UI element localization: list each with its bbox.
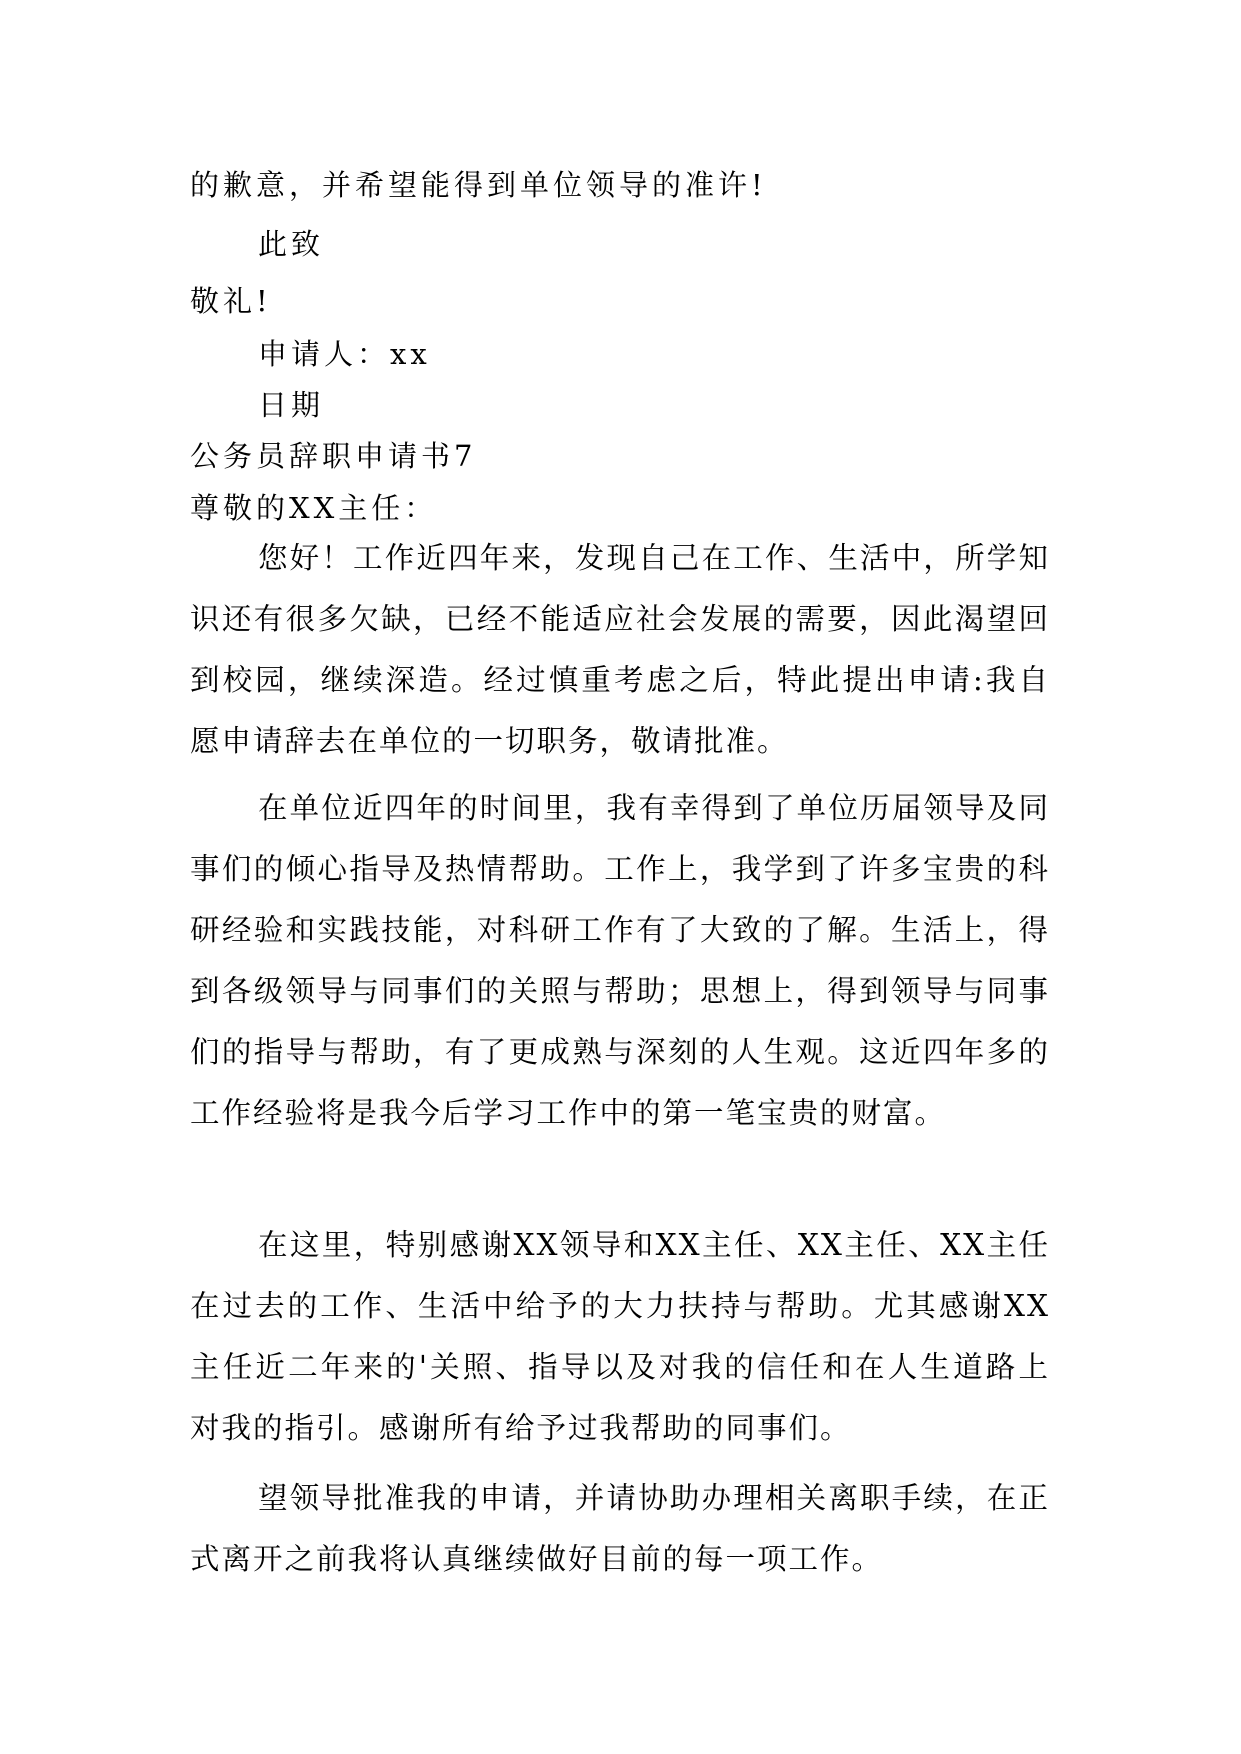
closing-jing-li: 敬礼! bbox=[190, 284, 272, 318]
applicant-line: 申请人：xx bbox=[258, 337, 431, 371]
continuation-line: 的歉意，并希望能得到单位领导的准许! bbox=[190, 168, 767, 202]
paragraph-2: 在单位近四年的时间里，我有幸得到了单位历届领导及同事们的倾心指导及热情帮助。工作上，我学到了许多宝贵的科研经验和实践技能，对科研工作有了大致的了解。生活上，得到各级领导与同事们的关照与帮助；思想上，得到领导与同事们的指导与帮助，有了更成熟与深刻的人生观。这近四年多的工作经验将是我今后学习工作中的第一笔宝贵的财富。 bbox=[190, 791, 1050, 1130]
paragraph-3: 在这里，特别感谢XX领导和XX主任、XX主任、XX主任在过去的工作、生活中给予的大力扶持与帮助。尤其感谢XX主任近二年来的'关照、指导以及对我的信任和在人生道路上对我的指引。感谢所有给予过我帮助的同事们。 bbox=[190, 1228, 1050, 1445]
section-title: 公务员辞职申请书7 bbox=[190, 439, 477, 473]
closing-ci-zhi: 此致 bbox=[258, 227, 325, 261]
paragraph-4: 望领导批准我的申请，并请协助办理相关离职手续，在正式离开之前我将认真继续做好目前的每一项工作。 bbox=[190, 1481, 1050, 1576]
paragraph-1: 您好！工作近四年来，发现自己在工作、生活中，所学知识还有很多欠缺，已经不能适应社会发展的需要，因此渴望回到校园，继续深造。经过慎重考虑之后，特此提出申请:我自愿申请辞去在单位的一切职务，敬请批准。 bbox=[190, 541, 1050, 758]
date-line: 日期 bbox=[258, 388, 325, 422]
salutation: 尊敬的XX主任： bbox=[190, 491, 438, 525]
